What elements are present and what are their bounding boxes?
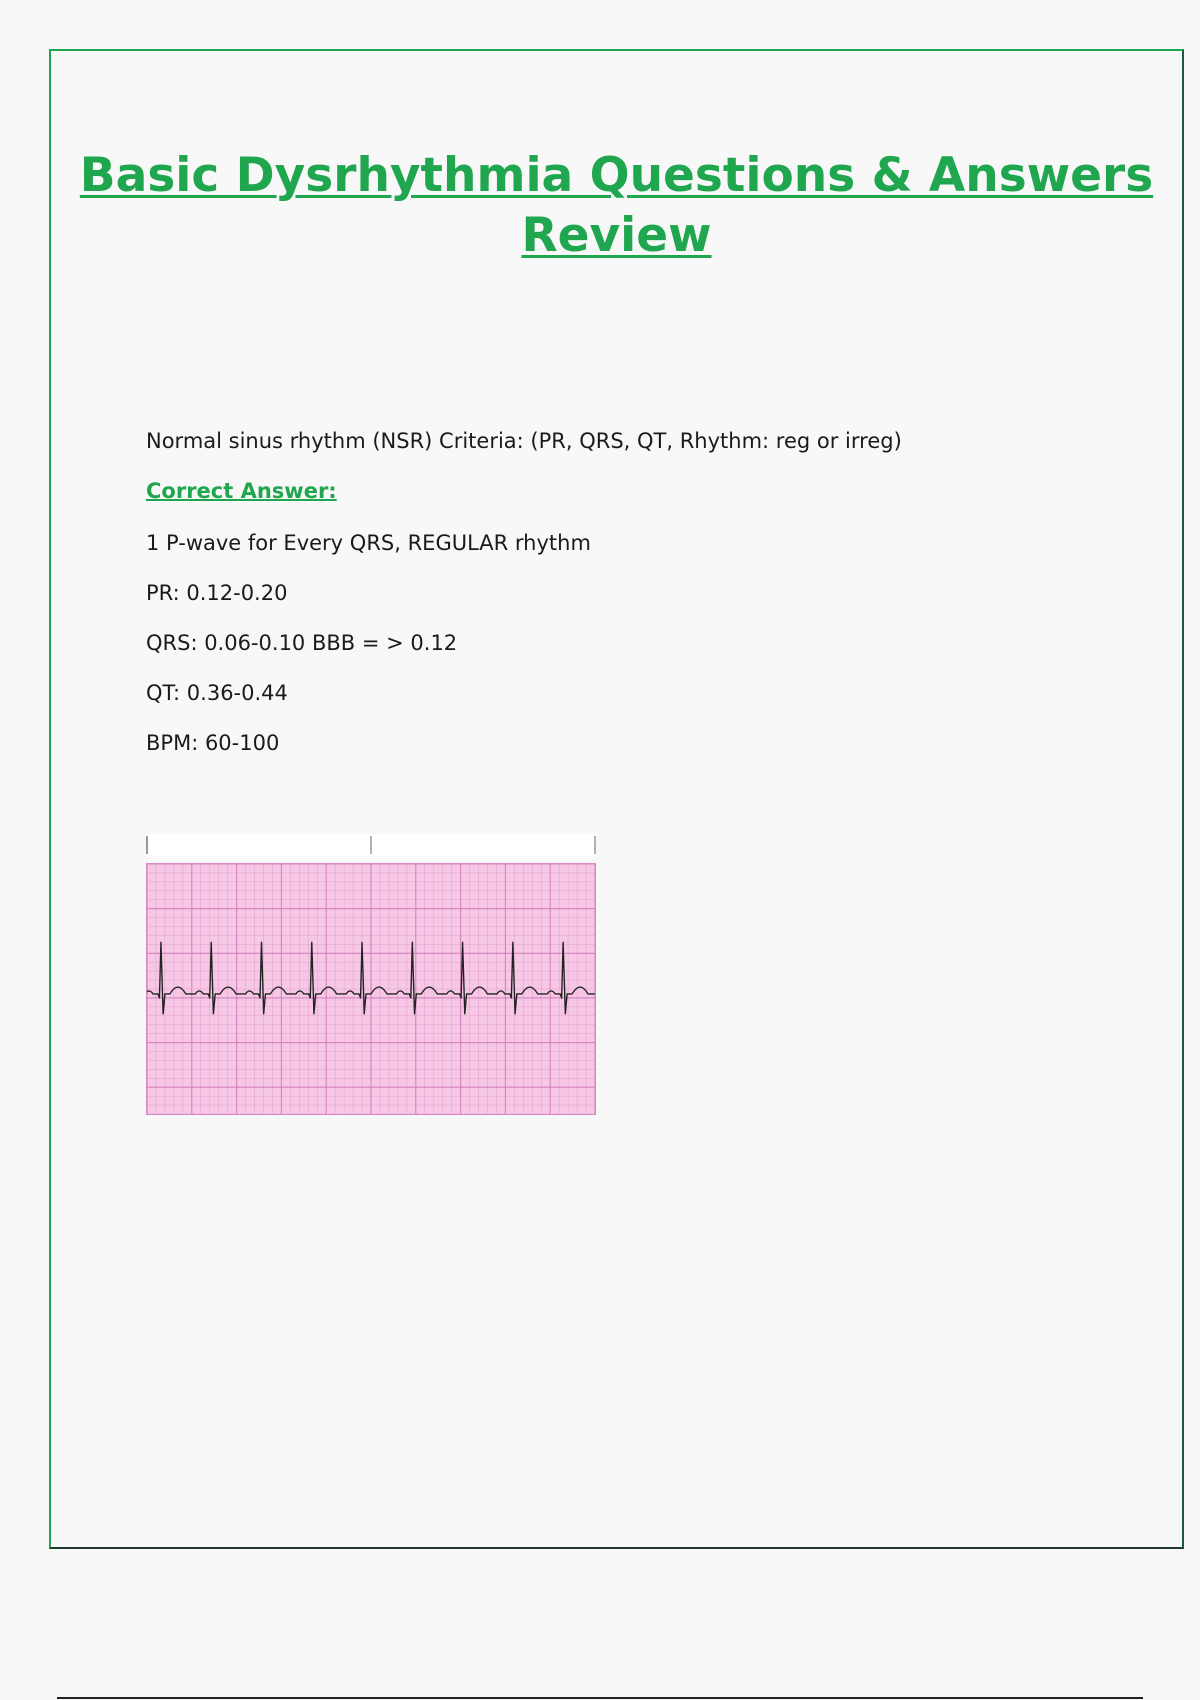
footer-rule [57,1697,1143,1699]
ecg-figure [146,834,598,1116]
answer-line: QT: 0.36-0.44 [146,681,288,705]
answer-line: QRS: 0.06-0.10 BBB = > 0.12 [146,631,458,655]
correct-answer-label: Correct Answer: [146,479,337,503]
page-frame [49,49,1184,1549]
ecg-ruler [146,834,596,856]
answer-line: 1 P-wave for Every QRS, REGULAR rhythm [146,531,591,555]
ecg-strip [146,863,596,1115]
question-text: Normal sinus rhythm (NSR) Criteria: (PR, QRS, QT, Rhythm: reg or irreg) [146,429,902,453]
answer-line: PR: 0.12-0.20 [146,581,288,605]
document-title [51,146,1182,266]
question-answer-block [146,426,1126,778]
answer-line: BPM: 60-100 [146,731,280,755]
title-line-1: Basic Dysrhythmia Questions & Answers [79,148,1154,203]
title-line-2: Review [521,208,712,263]
